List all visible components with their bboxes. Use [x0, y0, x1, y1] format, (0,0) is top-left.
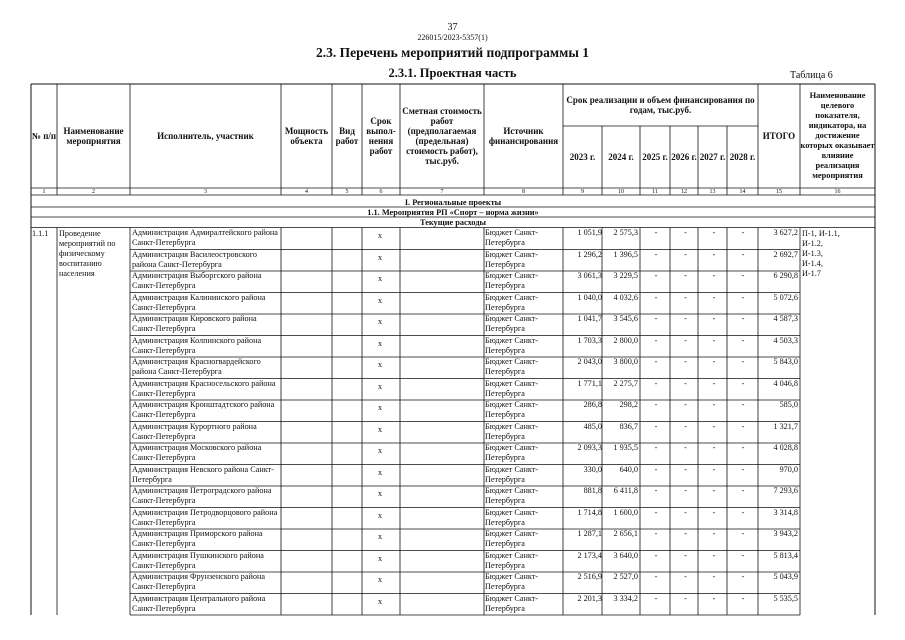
column-number: 4 — [305, 189, 308, 195]
funding-source-cell: Бюджет Санкт-Петербурга — [485, 550, 539, 570]
amount-2028-cell: - — [741, 249, 745, 259]
column-number: 14 — [739, 189, 746, 195]
item-indicators: П-1, И-1.1, И-1.2, И-1.3, И-1.4, И-1.7 — [802, 229, 840, 278]
amount-2026-cell: - — [684, 507, 687, 517]
total-cell: 2 692,7 — [773, 249, 798, 259]
executor-cell: Администрация Курортного района Санкт-Петербурга — [132, 421, 257, 441]
table-row — [31, 293, 875, 315]
deadline-mark-cell: х — [377, 360, 383, 369]
amount-2024-cell: 2 275,7 — [613, 378, 638, 388]
amount-2028-cell: - — [741, 421, 745, 431]
amount-2028-cell: - — [741, 443, 745, 452]
amount-2023-cell: 485,0 — [583, 421, 602, 431]
deadline-mark-cell: х — [377, 295, 383, 305]
column-number: 6 — [379, 189, 383, 195]
amount-2024-cell: 4 032,6 — [613, 292, 638, 302]
amount-2027-cell: - — [712, 529, 716, 538]
executor-cell: Администрация Колпинского района Санкт-Петербурга — [132, 335, 262, 355]
amount-2027-cell: - — [712, 593, 716, 603]
amount-2025-cell: - — [654, 228, 658, 237]
table-row — [31, 422, 875, 444]
item-name: Проведение мероприятий по физическому воспитанию населения — [59, 229, 116, 278]
header-executor: Исполнитель, участник — [157, 131, 254, 141]
amount-2025-cell: - — [654, 378, 658, 388]
amount-2027-cell: - — [712, 228, 716, 237]
header-2024: 2024 г. — [608, 152, 634, 162]
funding-source-cell: Бюджет Санкт-Петербурга — [485, 464, 539, 484]
executor-cell: Администрация Петродворцового района Санкт-Петербурга — [132, 507, 278, 527]
executor-cell: Администрация Невского района Санкт-Петербурга — [132, 464, 274, 484]
header-estimate: Сметная стоимость работ (предполагаемая (предельная) стоимость работ), тыс.руб. — [402, 106, 482, 166]
amount-2023-cell: 1 296,2 — [577, 249, 602, 259]
section-project-sport: 1.1. Мероприятия РП «Спорт – норма жизни» — [367, 208, 539, 217]
amount-2028-cell: - — [741, 292, 745, 302]
column-number: 11 — [652, 189, 658, 195]
amount-2026-cell: - — [684, 421, 687, 431]
amount-2027-cell: - — [712, 335, 716, 345]
amount-2026-cell: - — [684, 464, 687, 474]
deadline-mark-cell: х — [377, 381, 383, 391]
amount-2027-cell: - — [712, 314, 716, 323]
deadline-mark-cell: х — [377, 553, 383, 563]
column-number: 5 — [345, 189, 349, 195]
header-2026: 2026 г. — [671, 152, 697, 162]
amount-2028-cell: - — [741, 400, 745, 409]
amount-2028-cell: - — [741, 378, 745, 388]
amount-2028-cell: - — [741, 507, 745, 517]
funding-source-cell: Бюджет Санкт-Петербурга — [485, 572, 539, 591]
funding-source-cell: Бюджет Санкт-Петербурга — [485, 292, 539, 312]
total-cell: 5 535,5 — [773, 593, 798, 603]
table-row — [31, 379, 875, 401]
total-cell: 6 290,8 — [773, 271, 798, 280]
table-row — [31, 594, 875, 616]
header-source: Источник финансирования — [488, 126, 559, 146]
amount-2025-cell: - — [654, 271, 658, 280]
amount-2023-cell: 2 516,9 — [577, 572, 602, 581]
deadline-mark-cell: х — [377, 489, 383, 498]
amount-2025-cell: - — [654, 335, 658, 345]
total-cell: 5 843,0 — [773, 357, 798, 366]
amount-2026-cell: - — [684, 378, 687, 388]
table-row — [31, 443, 875, 465]
deadline-mark-cell: х — [377, 424, 383, 434]
header-capacity: Мощность объекта — [284, 126, 329, 146]
total-cell: 4 046,8 — [773, 378, 798, 388]
amount-2026-cell: - — [684, 249, 687, 259]
header-period: Срок реализации и объем финансирования по годам, тыс.руб. — [566, 95, 755, 115]
amount-2027-cell: - — [712, 271, 716, 280]
deadline-mark-cell: х — [377, 510, 383, 520]
amount-2023-cell: 1 051,9 — [577, 228, 602, 237]
amount-2024-cell: 2 656,1 — [613, 529, 638, 538]
amount-2028-cell: - — [741, 593, 745, 603]
amount-2027-cell: - — [712, 400, 716, 409]
amount-2024-cell: 836,7 — [619, 421, 638, 431]
header-work-type: Вид работ — [335, 126, 359, 146]
amount-2023-cell: 286,8 — [583, 400, 602, 409]
total-cell: 4 587,3 — [773, 314, 798, 323]
amount-2025-cell: - — [654, 550, 658, 560]
section-title: 2.3. Перечень мероприятий подпрограммы 1 — [315, 45, 589, 60]
amount-2028-cell: - — [741, 335, 745, 345]
amount-2024-cell: 1 396,5 — [613, 249, 638, 259]
amount-2025-cell: - — [654, 421, 658, 431]
amount-2026-cell: - — [684, 572, 687, 581]
amount-2025-cell: - — [654, 572, 658, 581]
total-cell: 970,0 — [779, 464, 798, 474]
amount-2024-cell: 3 545,6 — [613, 314, 638, 323]
amount-2024-cell: 3 229,5 — [613, 271, 638, 280]
amount-2028-cell: - — [741, 529, 745, 538]
amount-2025-cell: - — [654, 249, 658, 259]
column-number: 15 — [776, 189, 782, 195]
amount-2026-cell: - — [684, 443, 687, 452]
amount-2027-cell: - — [712, 357, 716, 366]
executor-cell: Администрация Кронштадтского района Санкт-Петербурга — [132, 400, 275, 419]
deadline-mark-cell: х — [377, 446, 383, 455]
funding-source-cell: Бюджет Санкт-Петербурга — [485, 314, 539, 333]
amount-2024-cell: 3 334,2 — [613, 593, 638, 603]
amount-2026-cell: - — [684, 550, 687, 560]
funding-source-cell: Бюджет Санкт-Петербурга — [485, 357, 539, 376]
table-row — [31, 400, 875, 422]
header-indicator: Наименование целевого показателя, индикатора, на достижение которых оказывает влияние реализация мероприятия — [800, 91, 875, 180]
amount-2023-cell: 881,8 — [583, 486, 602, 495]
amount-2028-cell: - — [741, 314, 745, 323]
executor-cell: Администрация Кировского района Санкт-Петербурга — [132, 314, 257, 333]
header-name: Наименование мероприятия — [63, 126, 124, 146]
total-cell: 3 943,2 — [773, 529, 798, 538]
deadline-mark-cell: х — [377, 575, 383, 584]
funding-source-cell: Бюджет Санкт-Петербурга — [485, 228, 539, 247]
funding-source-cell: Бюджет Санкт-Петербурга — [485, 486, 539, 505]
amount-2025-cell: - — [654, 486, 658, 495]
amount-2028-cell: - — [741, 228, 745, 237]
column-number: 16 — [834, 189, 841, 195]
column-number: 12 — [681, 189, 687, 195]
amount-2028-cell: - — [741, 464, 745, 474]
amount-2025-cell: - — [654, 593, 658, 603]
funding-source-cell: Бюджет Санкт-Петербурга — [485, 593, 539, 613]
amount-2023-cell: 2 201,3 — [577, 593, 602, 603]
total-cell: 1 321,7 — [773, 421, 798, 431]
table-row — [31, 271, 875, 293]
total-cell: 3 627,2 — [773, 228, 798, 237]
executor-cell: Администрация Центрального района Санкт-Петербурга — [132, 593, 266, 613]
amount-2027-cell: - — [712, 249, 716, 259]
table-row — [31, 508, 875, 530]
funding-source-cell: Бюджет Санкт-Петербурга — [485, 378, 539, 398]
funding-source-cell: Бюджет Санкт-Петербурга — [485, 529, 539, 548]
document-id: 226015/2023-5357(1) — [417, 33, 488, 42]
amount-2023-cell: 3 061,3 — [577, 271, 602, 280]
amount-2025-cell: - — [654, 314, 658, 323]
amount-2026-cell: - — [684, 357, 687, 366]
deadline-mark-cell: х — [377, 338, 383, 348]
amount-2028-cell: - — [741, 572, 745, 581]
amount-2027-cell: - — [712, 486, 716, 495]
deadline-mark-cell: х — [377, 403, 383, 412]
amount-2025-cell: - — [654, 400, 658, 409]
column-number: 10 — [618, 189, 624, 195]
executor-cell: Администрация Красногвардейского района Санкт-Петербурга — [132, 357, 261, 376]
deadline-mark-cell: х — [377, 467, 383, 477]
table-row — [31, 357, 875, 379]
header-2023: 2023 г. — [569, 152, 596, 162]
header-2028: 2028 г. — [729, 152, 756, 162]
funding-source-cell: Бюджет Санкт-Петербурга — [485, 249, 539, 269]
amount-2023-cell: 2 173,4 — [577, 550, 602, 560]
amount-2027-cell: - — [712, 421, 716, 431]
section-subtitle: 2.3.1. Проектная часть — [388, 66, 517, 80]
column-number: 13 — [709, 189, 716, 195]
amount-2026-cell: - — [684, 400, 687, 409]
header-2027: 2027 г. — [699, 152, 726, 162]
table-row — [31, 572, 875, 594]
amount-2023-cell: 1 771,1 — [577, 378, 602, 388]
table-row — [31, 465, 875, 487]
amount-2028-cell: - — [741, 357, 745, 366]
table-row — [31, 551, 875, 573]
table-row — [31, 336, 875, 358]
amount-2027-cell: - — [712, 507, 716, 517]
amount-2024-cell: 2 575,3 — [613, 228, 638, 237]
executor-cell: Администрация Красносельского района Санкт-Петербурга — [132, 378, 276, 398]
amount-2026-cell: - — [684, 593, 687, 603]
amount-2024-cell: 6 411,8 — [613, 486, 638, 495]
deadline-mark-cell: х — [377, 231, 383, 240]
header-deadline: Срок выпол-нения работ — [366, 116, 396, 156]
amount-2027-cell: - — [712, 464, 716, 474]
table-row — [31, 486, 875, 508]
amount-2023-cell: 1 041,7 — [577, 314, 602, 323]
executor-cell: Администрация Пушкинского района Санкт-Петербурга — [132, 550, 264, 570]
total-cell: 4 028,8 — [773, 443, 798, 452]
table-row — [31, 529, 875, 551]
deadline-mark-cell: х — [377, 532, 383, 541]
amount-2024-cell: 2 800,0 — [613, 335, 638, 345]
amount-2027-cell: - — [712, 378, 716, 388]
total-cell: 585,0 — [779, 400, 798, 409]
amount-2024-cell: 3 800,0 — [613, 357, 638, 366]
total-cell: 3 314,8 — [773, 507, 798, 517]
column-number: 9 — [581, 189, 584, 195]
amount-2026-cell: - — [684, 271, 687, 280]
amount-2025-cell: - — [654, 464, 658, 474]
executor-cell: Администрация Фрунзенского района Санкт-Петербурга — [132, 572, 266, 591]
amount-2024-cell: 1 935,5 — [613, 443, 638, 452]
total-cell: 7 293,6 — [773, 486, 798, 495]
amount-2023-cell: 1 714,8 — [577, 507, 602, 517]
column-number: 8 — [522, 189, 525, 195]
executor-cell: Администрация Петроградского района Санкт-Петербурга — [132, 486, 272, 505]
table-row — [31, 250, 875, 272]
amount-2024-cell: 3 640,0 — [613, 550, 638, 560]
deadline-mark-cell: х — [377, 596, 383, 606]
amount-2025-cell: - — [654, 443, 658, 452]
amount-2023-cell: 1 040,0 — [577, 292, 602, 302]
funding-source-cell: Бюджет Санкт-Петербурга — [485, 507, 539, 527]
deadline-mark-cell: х — [377, 317, 383, 326]
executor-cell: Администрация Приморского района Санкт-Петербурга — [132, 529, 263, 548]
amount-2024-cell: 298,2 — [619, 400, 638, 409]
funding-source-cell: Бюджет Санкт-Петербурга — [485, 335, 539, 355]
column-number: 1 — [42, 189, 46, 195]
page-number: 37 — [447, 22, 458, 33]
amount-2025-cell: - — [654, 507, 658, 517]
section-regional-projects: I. Региональные проекты — [404, 198, 502, 207]
executor-cell: Администрация Адмиралтейского района Санкт-Петербурга — [132, 228, 278, 247]
table-row — [31, 228, 875, 250]
table-label: Таблица 6 — [790, 70, 833, 81]
amount-2026-cell: - — [684, 486, 687, 495]
amount-2028-cell: - — [741, 550, 745, 560]
column-number: 7 — [440, 189, 444, 195]
deadline-mark-cell: х — [377, 274, 383, 283]
total-cell: 5 072,6 — [773, 292, 798, 302]
executor-cell: Администрация Василеостровского района Санкт-Петербурга — [132, 249, 258, 269]
table-row — [31, 314, 875, 336]
executor-cell: Администрация Калининского района Санкт-Петербурга — [132, 292, 266, 312]
amount-2026-cell: - — [684, 292, 687, 302]
total-cell: 4 503,3 — [773, 335, 798, 345]
amount-2027-cell: - — [712, 443, 716, 452]
amount-2027-cell: - — [712, 292, 716, 302]
amount-2025-cell: - — [654, 292, 658, 302]
total-cell: 5 813,4 — [773, 550, 798, 560]
deadline-mark-cell: х — [377, 252, 383, 262]
column-number: 3 — [204, 189, 207, 195]
funding-source-cell: Бюджет Санкт-Петербурга — [485, 421, 539, 441]
item-number: 1.1.1 — [32, 229, 49, 238]
header-2025: 2025 г. — [642, 152, 668, 162]
amount-2025-cell: - — [654, 529, 658, 538]
amount-2028-cell: - — [741, 271, 745, 280]
amount-2027-cell: - — [712, 550, 716, 560]
amount-2023-cell: 1 703,3 — [577, 335, 602, 345]
funding-source-cell: Бюджет Санкт-Петербурга — [485, 443, 539, 462]
amount-2027-cell: - — [712, 572, 716, 581]
executor-cell: Администрация Московского района Санкт-Петербурга — [132, 443, 262, 462]
amount-2023-cell: 330,0 — [583, 464, 602, 474]
amount-2024-cell: 2 527,0 — [613, 572, 638, 581]
amount-2026-cell: - — [684, 314, 687, 323]
executor-cell: Администрация Выборгского района Санкт-Петербурга — [132, 271, 262, 290]
funding-source-cell: Бюджет Санкт-Петербурга — [485, 400, 539, 419]
amount-2026-cell: - — [684, 529, 687, 538]
amount-2026-cell: - — [684, 228, 687, 237]
section-current-expenses: Текущие расходы — [419, 218, 486, 227]
header-total: ИТОГО — [762, 131, 796, 141]
total-cell: 5 043,9 — [773, 572, 798, 581]
funding-source-cell: Бюджет Санкт-Петербурга — [485, 271, 539, 290]
amount-2023-cell: 1 287,1 — [577, 529, 602, 538]
amount-2023-cell: 2 043,0 — [577, 357, 602, 366]
amount-2026-cell: - — [684, 335, 687, 345]
amount-2025-cell: - — [654, 357, 658, 366]
column-number: 2 — [92, 189, 95, 195]
amount-2024-cell: 640,0 — [619, 464, 638, 474]
header-num: № п/п — [31, 131, 57, 141]
amount-2028-cell: - — [741, 486, 745, 495]
amount-2023-cell: 2 093,3 — [577, 443, 602, 452]
amount-2024-cell: 1 600,0 — [613, 507, 638, 517]
